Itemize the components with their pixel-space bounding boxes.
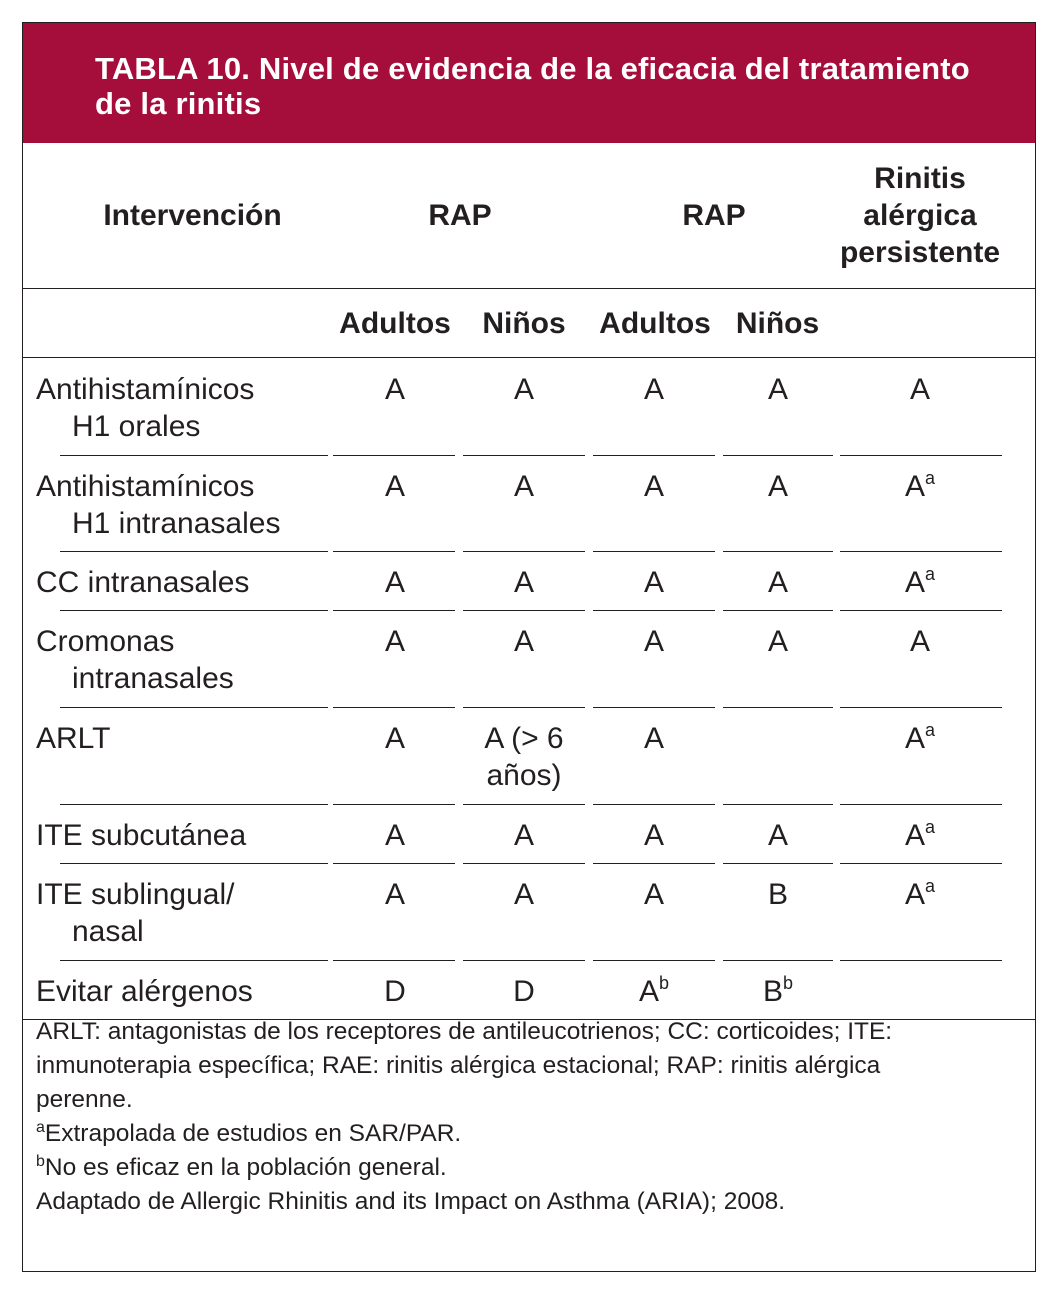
row-5-divider-f	[840, 804, 1002, 805]
row-5-divider-e	[723, 804, 833, 805]
row-5-ninos-rap1-line2: años)	[486, 759, 562, 792]
row-8-adultos-rap2: $A^b$	[638, 973, 670, 1008]
row-1-adultos-rap1: A	[384, 373, 405, 406]
row-3-divider-f	[840, 610, 1002, 611]
row-4-persistente: A	[909, 625, 930, 658]
subheader-adultos-2: Adultos	[599, 307, 711, 340]
subheader-adultos-1: Adultos	[339, 307, 451, 340]
row-3-divider-c	[463, 610, 585, 611]
row-3-adultos-rap1: A	[384, 566, 405, 599]
row-2-divider-a	[60, 551, 328, 552]
row-8-intervention-line1: Evitar alérgenos	[36, 975, 253, 1008]
table-footnotes	[36, 1015, 976, 1219]
row-4-divider-e	[723, 707, 833, 708]
row-2-ninos-rap2: A	[767, 470, 788, 503]
row-5-ninos-rap1-line1: A (> 6	[484, 722, 564, 755]
row-1-divider-c	[463, 455, 585, 456]
footnote-b: $^b$No es eficaz en la población general.	[36, 1153, 447, 1181]
row-6-intervention	[36, 817, 306, 854]
row-1-intervention	[36, 371, 306, 445]
row-2-divider-e	[723, 551, 833, 552]
row-7-intervention-line2: nasal	[72, 915, 144, 948]
row-3-intervention-line1: CC intranasales	[36, 566, 250, 599]
row-4-intervention-line1: Cromonas	[36, 625, 175, 658]
row-4-intervention-line2: intranasales	[72, 662, 234, 695]
row-2-divider-d	[593, 551, 715, 552]
row-1-divider-e	[723, 455, 833, 456]
row-6-adultos-rap2: A	[643, 819, 664, 852]
row-3-persistente: $A^a$	[904, 564, 936, 599]
row-6-ninos-rap2: A	[767, 819, 788, 852]
row-1-persistente: A	[909, 373, 930, 406]
header-intervencion: Intervención	[103, 199, 282, 232]
row-7-divider-d	[593, 960, 715, 961]
row-1-divider-f	[840, 455, 1002, 456]
row-7-adultos-rap1: A	[384, 878, 405, 911]
row-2-adultos-rap1: A	[384, 470, 405, 503]
row-1-divider-d	[593, 455, 715, 456]
row-1-intervention-line2: H1 orales	[72, 410, 201, 443]
row-2-divider-c	[463, 551, 585, 552]
row-5-adultos-rap2: A	[643, 722, 664, 755]
row-5-divider-d	[593, 804, 715, 805]
footnote-a: $^a$Extrapolada de estudios en SAR/PAR.	[36, 1119, 462, 1147]
row-4-ninos-rap2: A	[767, 625, 788, 658]
row-5-divider-b	[333, 804, 455, 805]
table-title: TABLA 10. Nivel de evidencia de la eficacia del tratamiento de la rinitis	[95, 51, 970, 121]
row-5-intervention-line1: ARLT	[36, 722, 111, 755]
row-3-ninos-rap1: A	[513, 566, 534, 599]
row-5-persistente: $A^a$	[904, 720, 936, 755]
row-3-intervention	[36, 564, 306, 601]
row-7-intervention	[36, 876, 306, 950]
row-4-adultos-rap1: A	[384, 625, 405, 658]
row-4-intervention	[36, 623, 306, 697]
row-6-divider-e	[723, 863, 833, 864]
row-3-divider-e	[723, 610, 833, 611]
row-5-intervention	[36, 720, 306, 757]
footnote-abbreviations: ARLT: antagonistas de los receptores de antileucotrienos; CC: corticoides; ITE: inmunoterapia específica; RAE: rinitis alérgica estacional; RAP: rinitis alérgica perenne.	[36, 1018, 893, 1113]
subheader-ninos-2: Niños	[735, 307, 820, 340]
row-7-intervention-line1: ITE sublingual/	[36, 878, 235, 911]
row-8-adultos-rap1: D	[384, 975, 406, 1008]
row-1-divider-b	[333, 455, 455, 456]
header-rinitis-persistente: Rinitis alérgica persistente	[839, 162, 1001, 269]
row-7-ninos-rap1: A	[513, 878, 534, 911]
header-rap-2: RAP	[682, 199, 746, 232]
row-2-intervention-line2: H1 intranasales	[72, 507, 281, 540]
row-4-ninos-rap1: A	[513, 625, 534, 658]
row-4-divider-f	[840, 707, 1002, 708]
row-4-divider-a	[60, 707, 328, 708]
row-2-adultos-rap2: A	[643, 470, 664, 503]
footnote-source: Adaptado de Allergic Rhinitis and its Impact on Asthma (ARIA); 2008.	[36, 1188, 786, 1215]
row-2-intervention	[36, 468, 306, 542]
row-7-divider-b	[333, 960, 455, 961]
row-6-ninos-rap1: A	[513, 819, 534, 852]
row-2-divider-f	[840, 551, 1002, 552]
table-title-bar	[23, 23, 1035, 143]
row-6-adultos-rap1: A	[384, 819, 405, 852]
row-7-adultos-rap2: A	[643, 878, 664, 911]
row-7-divider-e	[723, 960, 833, 961]
row-7-divider-c	[463, 960, 585, 961]
header-divider	[22, 288, 1036, 289]
row-8-intervention	[36, 973, 306, 1010]
row-3-divider-a	[60, 610, 328, 611]
row-1-adultos-rap2: A	[643, 373, 664, 406]
row-3-ninos-rap2: A	[767, 566, 788, 599]
row-1-intervention-line1: Antihistamínicos	[36, 373, 255, 406]
row-8-ninos-rap1: D	[513, 975, 535, 1008]
row-6-divider-b	[333, 863, 455, 864]
row-4-adultos-rap2: A	[643, 625, 664, 658]
row-4-divider-c	[463, 707, 585, 708]
header-rap-1: RAP	[428, 199, 492, 232]
row-6-divider-d	[593, 863, 715, 864]
row-6-divider-c	[463, 863, 585, 864]
row-3-divider-b	[333, 610, 455, 611]
row-6-divider-a	[60, 863, 328, 864]
row-1-ninos-rap2: A	[767, 373, 788, 406]
row-6-persistente: $A^a$	[904, 817, 936, 852]
row-4-divider-d	[593, 707, 715, 708]
row-2-persistente: $A^a$	[904, 468, 936, 503]
row-5-divider-c	[463, 804, 585, 805]
row-2-intervention-line1: Antihistamínicos	[36, 470, 255, 503]
row-5-ninos-rap1	[460, 720, 588, 794]
row-5-divider-a	[60, 804, 328, 805]
row-3-divider-d	[593, 610, 715, 611]
subheader-ninos-1: Niños	[482, 307, 566, 340]
row-7-ninos-rap2: B	[767, 878, 788, 911]
row-8-ninos-rap2: $B^b$	[762, 973, 794, 1008]
row-1-ninos-rap1: A	[513, 373, 534, 406]
row-7-divider-f	[840, 960, 1002, 961]
subheader-divider	[22, 357, 1036, 358]
row-4-divider-b	[333, 707, 455, 708]
row-2-divider-b	[333, 551, 455, 552]
row-6-divider-f	[840, 863, 1002, 864]
row-3-adultos-rap2: A	[643, 566, 664, 599]
row-7-divider-a	[60, 960, 328, 961]
row-1-divider-a	[60, 455, 328, 456]
row-5-adultos-rap1: A	[384, 722, 405, 755]
row-7-persistente: $A^a$	[904, 876, 936, 911]
row-2-ninos-rap1: A	[513, 470, 534, 503]
row-6-intervention-line1: ITE subcutánea	[36, 819, 247, 852]
